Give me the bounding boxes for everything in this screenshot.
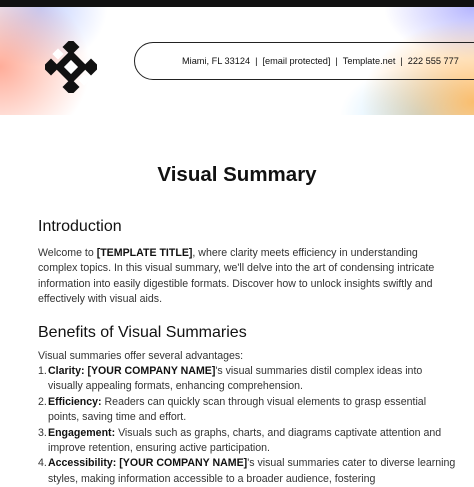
contact-separator: | xyxy=(255,56,258,66)
document-title: Visual Summary xyxy=(157,163,317,186)
list-item-term: Clarity: xyxy=(48,365,85,377)
list-item-text: 's visual summaries distil complex ideas into visually appealing formats, enhancing comprehension. xyxy=(48,365,423,393)
company-name-placeholder: [YOUR COMPANY NAME] xyxy=(119,457,248,470)
contact-separator: | xyxy=(335,56,338,66)
list-item-number: 1. xyxy=(38,365,47,377)
top-bar xyxy=(0,0,474,7)
contact-info-pill xyxy=(134,42,474,80)
contact-email[interactable]: [email protected] xyxy=(262,56,331,66)
list-item-term: Efficiency: xyxy=(48,395,102,408)
list-item-term: Accessibility: xyxy=(48,457,117,470)
introduction-paragraph xyxy=(38,246,458,308)
contact-separator: | xyxy=(400,56,403,66)
company-name-placeholder: [YOUR COMPANY NAME] xyxy=(87,365,216,377)
company-logo-icon xyxy=(45,41,97,93)
contact-address: Miami, FL 33124 xyxy=(182,56,251,66)
benefits-lead: Visual summaries offer several advantages: xyxy=(38,350,244,362)
list-item-number: 3. xyxy=(38,426,47,439)
contact-phone: 222 555 777 xyxy=(407,56,459,66)
benefits-list xyxy=(38,364,458,487)
list-item-number: 2. xyxy=(38,395,47,408)
document-header xyxy=(0,7,474,115)
list-item-text: Visuals such as graphs, charts, and diagrams captivate attention and improve retention, ensuring active participation. xyxy=(48,426,442,455)
list-item xyxy=(38,426,458,457)
intro-body: , where clarity meets efficiency in understanding complex topics. In this visual summary, we'll delve into the art of condensing intricate information into easily digestible formats. Discover how to unlock insights swiftly and effectively with visual aids. xyxy=(38,247,435,306)
template-title-placeholder: [TEMPLATE TITLE] xyxy=(96,247,193,259)
list-item xyxy=(38,364,458,395)
list-item-text: 's visual summaries cater to diverse learning styles, making information accessible to a broader audience, fostering xyxy=(48,457,456,485)
list-item xyxy=(38,395,458,426)
list-item-text: Readers can quickly scan through visual elements to grasp essential points, saving time and effort. xyxy=(48,395,427,424)
list-item-number: 4. xyxy=(38,457,47,470)
introduction-heading: Introduction xyxy=(38,218,122,235)
list-item xyxy=(38,456,458,487)
intro-prefix: Welcome to xyxy=(38,247,97,259)
list-item-term: Engagement: xyxy=(48,426,116,439)
contact-website[interactable]: Template.net xyxy=(342,56,396,66)
benefits-heading: Benefits of Visual Summaries xyxy=(38,324,247,341)
